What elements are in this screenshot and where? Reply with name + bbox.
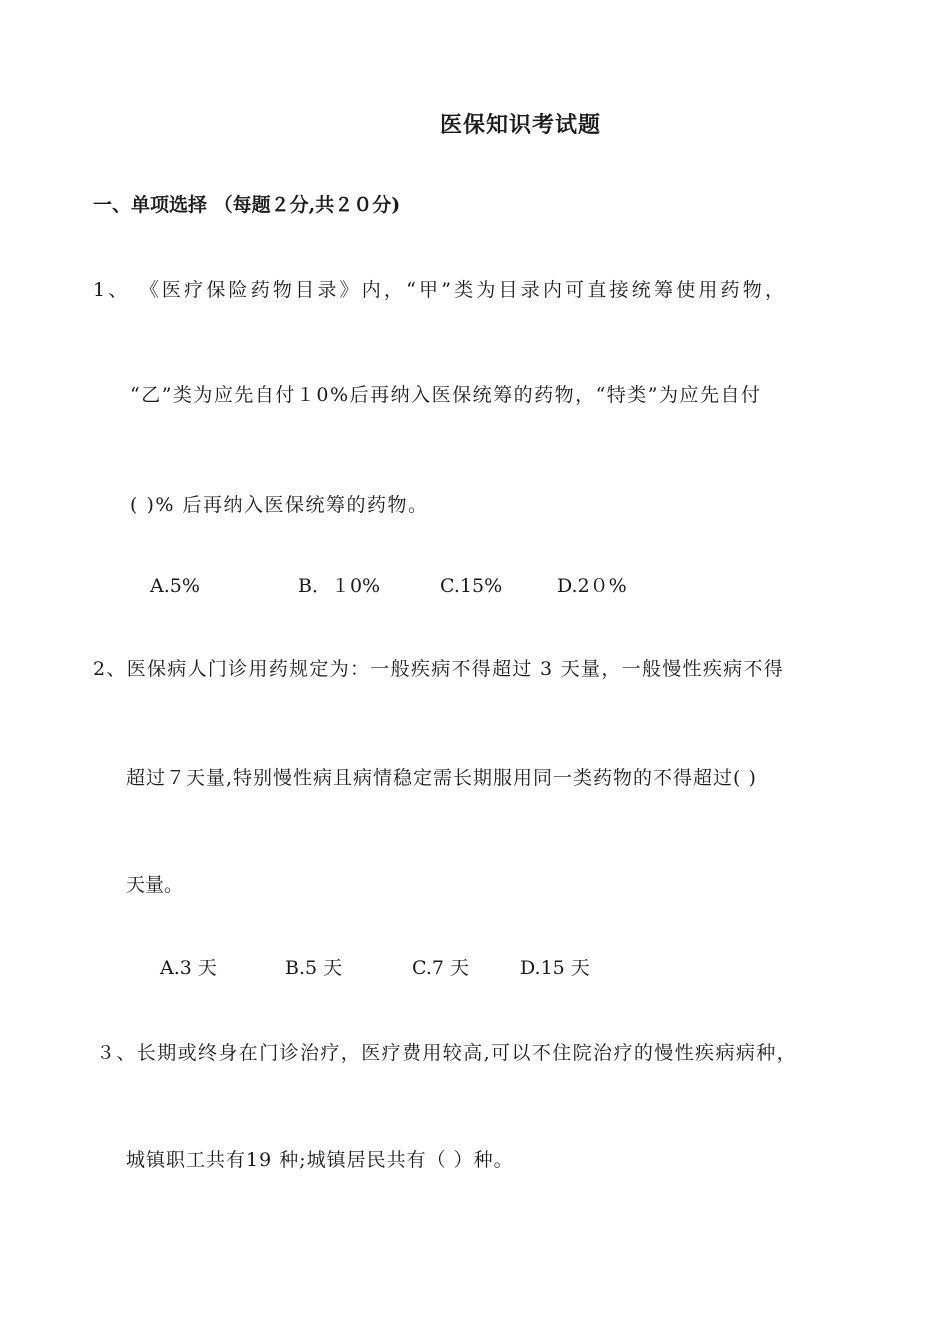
- question-1-option-d: D.2０%: [557, 575, 627, 597]
- question-1-option-c: C.15%: [440, 575, 503, 597]
- question-1-line-1: 1、 《医疗保险药物目录》内，“甲”类为目录内可直接统筹使用药物，: [93, 279, 788, 301]
- question-3-line-1: ３、长期或终身在门诊治疗，医疗费用较高,可以不住院治疗的慢性疾病病种，: [96, 1042, 798, 1064]
- question-1-line-2: “乙”类为应先自付１0%后再纳入医保统筹的药物，“特类”为应先自付: [130, 384, 762, 406]
- question-3-line-2: 城镇职工共有19 种;城镇居民共有（ ）种。: [126, 1149, 514, 1171]
- section-heading: 一、单项选择 （每题２分,共２０分): [93, 194, 401, 216]
- question-1-option-a: A.5%: [150, 575, 200, 597]
- question-2-option-d: D.15 天: [520, 957, 590, 979]
- question-1-line-3: ( )% 后再纳入医保统筹的药物。: [130, 494, 429, 516]
- question-2-line-2: 超过７天量,特别慢性病且病情稳定需长期服用同一类药物的不得超过( ): [126, 767, 757, 789]
- question-2-option-b: B.5 天: [285, 957, 343, 979]
- question-1-option-b: B．１0%: [298, 575, 381, 597]
- question-2-option-a: A.3 天: [160, 957, 217, 979]
- question-2-option-c: C.7 天: [412, 957, 470, 979]
- question-2-line-1: 2、医保病人门诊用药规定为：一般疾病不得超过 3 天量，一般慢性疾病不得: [93, 658, 785, 680]
- document-title: 医保知识考试题: [440, 112, 602, 138]
- question-2-line-3: 天量。: [126, 874, 184, 896]
